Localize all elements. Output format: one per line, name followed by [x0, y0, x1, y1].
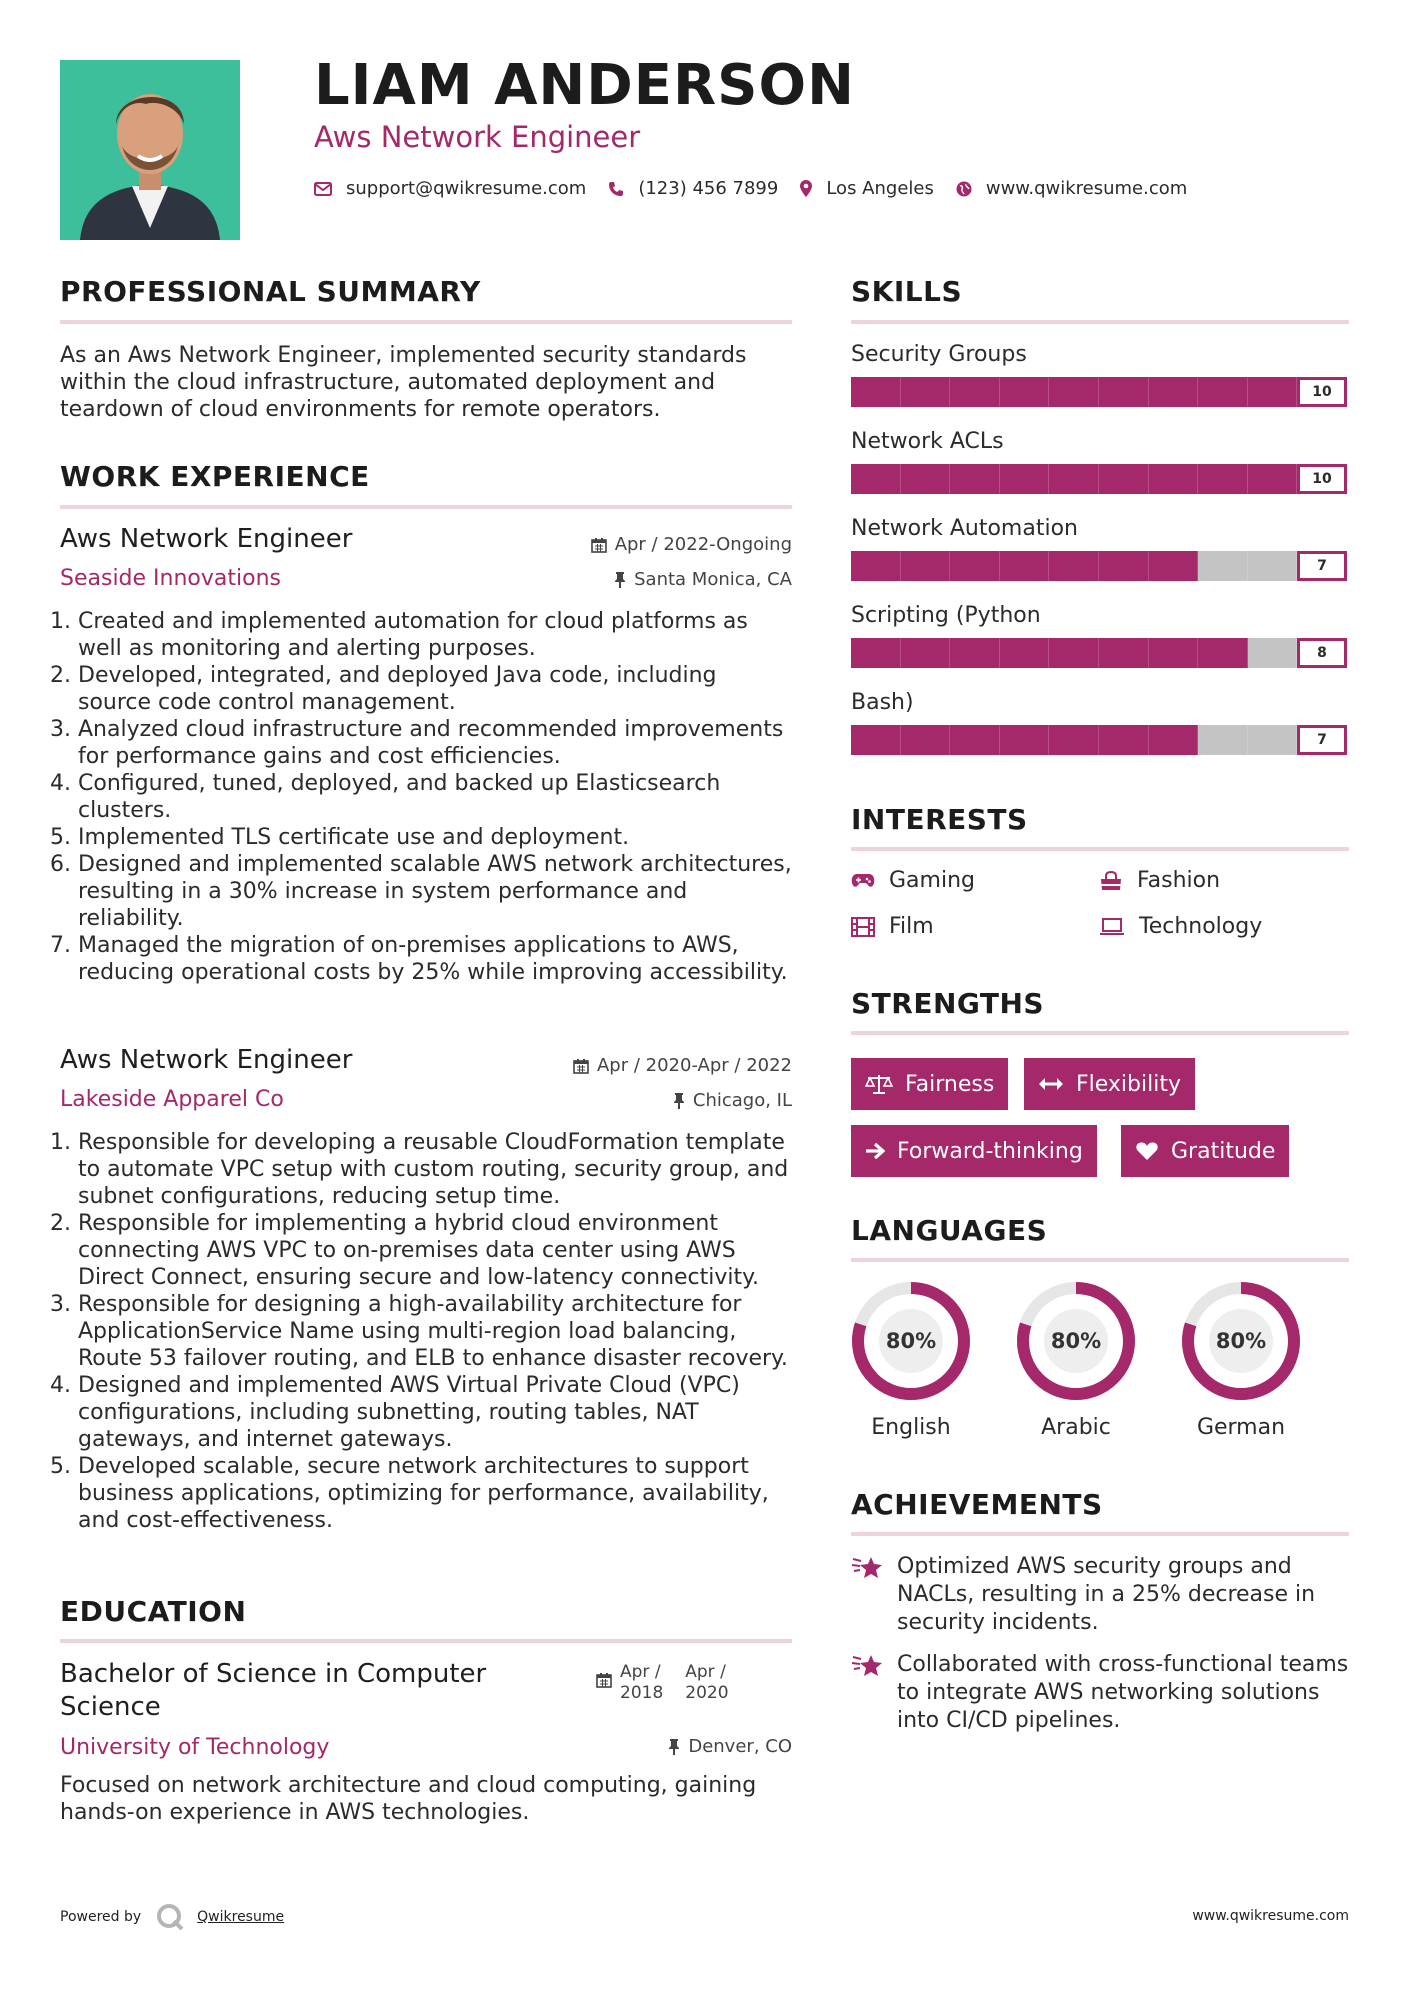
- skill-bar-segment: [950, 725, 1000, 755]
- education-dates: [596, 1662, 729, 1704]
- skill-bar-segment: [1248, 725, 1298, 755]
- duty-item: 7. Managed the migration of on-premises applications to AWS, reducing operational costs by 25% while improving accessibility.: [78, 932, 792, 986]
- duty-item: 4. Designed and implemented AWS Virtual Private Cloud (VPC) configurations, including subnetting, routing tables, NAT gateways, and internet gateways.: [78, 1372, 792, 1453]
- film-icon: [851, 917, 875, 937]
- skill-bar: [851, 464, 1347, 494]
- website-text: www.qwikresume.com: [985, 178, 1188, 199]
- skill-bar-segment: [1198, 377, 1248, 407]
- language-ring: [1179, 1279, 1303, 1403]
- skill-bar-segment: [1099, 725, 1149, 755]
- skill-level: 10: [1297, 464, 1347, 494]
- job-title: Aws Network Engineer: [60, 524, 353, 554]
- job-company: Seaside Innovations: [60, 566, 281, 591]
- candidate-title: Aws Network Engineer: [314, 120, 641, 154]
- contact-phone[interactable]: [608, 178, 778, 199]
- achievement-item: [851, 1651, 1349, 1735]
- job-dates-text: Apr / 2022-Ongoing: [614, 534, 792, 555]
- skill-bar-segment: [1198, 464, 1248, 494]
- profile-photo: [60, 60, 240, 240]
- strength-label: Forward-thinking: [897, 1138, 1083, 1164]
- language-percent: 80%: [1215, 1329, 1267, 1353]
- language-ring: [849, 1279, 973, 1403]
- job-location: [614, 569, 792, 590]
- skill-bar-segment: [1248, 551, 1298, 581]
- skill-item: [851, 342, 1349, 429]
- interest-label: Gaming: [889, 868, 975, 893]
- skill-bar-segment: [1198, 551, 1248, 581]
- skill-bar-segment: [901, 638, 951, 668]
- interests-divider: [851, 847, 1349, 851]
- experience-heading: WORK EXPERIENCE: [60, 460, 370, 493]
- skill-name: Security Groups: [851, 342, 1027, 367]
- achievements-list: [851, 1553, 1349, 1735]
- languages-divider: [851, 1258, 1349, 1262]
- duty-item: 2. Developed, integrated, and deployed Java code, including source code control management.: [78, 662, 792, 716]
- skill-bar-segment: [901, 464, 951, 494]
- language-name: Arabic: [1041, 1415, 1111, 1440]
- skills-heading: SKILLS: [851, 275, 963, 308]
- skill-item: [851, 603, 1349, 690]
- achievement-text: Collaborated with cross-functional teams to integrate AWS networking solutions into CI/CD pipelines.: [897, 1652, 1349, 1733]
- duty-item: 3. Responsible for designing a high-availability architecture for ApplicationService Name using multi-region load balancing, Route 53 failover routing, and ELB to enhance disaster recovery.: [78, 1291, 792, 1372]
- education-end-month: Apr /: [685, 1662, 726, 1682]
- shooting-star-icon: [851, 1555, 883, 1581]
- duty-item: 5. Developed scalable, secure network architectures to support business applications, optimizing for performance, availability, and cost-effectiveness.: [78, 1453, 792, 1534]
- qwikresume-logo-icon: [155, 1902, 185, 1932]
- job-location-text: Chicago, IL: [692, 1090, 792, 1111]
- skill-bar-segment: [1049, 638, 1099, 668]
- strength-label: Flexibility: [1076, 1071, 1181, 1097]
- skill-bar-segment: [851, 464, 901, 494]
- skill-bar-segment: [901, 377, 951, 407]
- job-duties: [60, 608, 792, 986]
- skill-bar-segment: [1049, 725, 1099, 755]
- map-pin-icon: [800, 180, 812, 197]
- achievements-divider: [851, 1532, 1349, 1536]
- duty-item: 6. Designed and implemented scalable AWS network architectures, resulting in a 30% increase in system performance and reliability.: [78, 851, 792, 932]
- laptop-icon: [1099, 918, 1125, 936]
- job-dates-text: Apr / 2020-Apr / 2022: [596, 1055, 792, 1076]
- language-item: [849, 1279, 973, 1440]
- skill-level: 7: [1297, 551, 1347, 581]
- education-school: University of Technology: [60, 1735, 330, 1760]
- languages-heading: LANGUAGES: [851, 1214, 1048, 1247]
- language-percent: 80%: [885, 1329, 937, 1353]
- interest-label: Fashion: [1137, 868, 1221, 893]
- education-start-year: 2018: [620, 1683, 664, 1703]
- education-location: [560, 1736, 792, 1757]
- duty-item: 1. Responsible for developing a reusable CloudFormation template to automate VPC setup with custom routing, security group, and subnet configurations, reducing setup time.: [78, 1129, 792, 1210]
- interest-label: Film: [889, 914, 934, 939]
- shooting-star-icon: [851, 1653, 883, 1679]
- skills-divider: [851, 320, 1349, 324]
- skill-bar-segment: [1000, 725, 1050, 755]
- skill-bar-segment: [950, 551, 1000, 581]
- education-start-month: Apr /: [620, 1662, 661, 1682]
- envelope-icon: [314, 182, 332, 196]
- interest-label: Technology: [1139, 914, 1263, 939]
- skill-bar-segment: [1000, 638, 1050, 668]
- education-degree: Bachelor of Science in Computer Science: [60, 1659, 487, 1722]
- summary-text: As an Aws Network Engineer, implemented security standards within the cloud infrastructure, automated deployment and teardown of cloud environments for remote operators.: [60, 343, 747, 422]
- skill-bar-segment: [1049, 377, 1099, 407]
- strength-chip: [851, 1058, 1008, 1110]
- calendar-icon: [573, 1058, 589, 1074]
- strength-chip: [851, 1125, 1097, 1177]
- calendar-icon: [596, 1672, 612, 1688]
- phone-icon: [608, 181, 624, 197]
- education-end-year: 2020: [685, 1683, 729, 1703]
- experience-divider: [60, 505, 792, 509]
- contact-bar: [314, 178, 1209, 199]
- candidate-name: LIAM ANDERSON: [314, 53, 855, 118]
- skill-bar-segment: [1099, 551, 1149, 581]
- duty-item: 3. Analyzed cloud infrastructure and recommended improvements for performance gains and cost efficiencies.: [78, 716, 792, 770]
- contact-email[interactable]: [314, 178, 586, 199]
- achievements-heading: ACHIEVEMENTS: [851, 1488, 1103, 1521]
- achievement-text: Optimized AWS security groups and NACLs, resulting in a 25% decrease in security incidents.: [897, 1554, 1316, 1635]
- skill-bar-segment: [1198, 638, 1248, 668]
- skill-name: Network ACLs: [851, 429, 1004, 454]
- skill-bar-segment: [851, 551, 901, 581]
- education-start: [620, 1662, 663, 1704]
- interest-technology: [1099, 914, 1262, 939]
- interest-gaming: [851, 868, 975, 893]
- education-end: [685, 1662, 728, 1704]
- contact-website[interactable]: [956, 178, 1187, 199]
- skill-name: Bash): [851, 690, 914, 715]
- arrows-horizontal-icon: [1038, 1076, 1064, 1092]
- skills-list: [851, 342, 1349, 777]
- skill-bar-segment: [1049, 464, 1099, 494]
- avatar: [60, 60, 240, 240]
- strength-chip: [1121, 1125, 1289, 1177]
- footer-website[interactable]: www.qwikresume.com: [1192, 1908, 1349, 1924]
- gamepad-icon: [851, 873, 875, 889]
- job-dates: [591, 534, 792, 555]
- phone-text: (123) 456 7899: [638, 178, 779, 199]
- job-title: Aws Network Engineer: [60, 1045, 353, 1075]
- pushpin-icon: [668, 1739, 680, 1755]
- skill-level: 10: [1297, 377, 1347, 407]
- language-ring: [1014, 1279, 1138, 1403]
- interest-fashion: [1099, 868, 1220, 893]
- duty-item: 2. Responsible for implementing a hybrid cloud environment connecting AWS VPC to on-premises data center using AWS Direct Connect, ensuring secure and low-latency connectivity.: [78, 1210, 792, 1291]
- skill-bar-segment: [901, 551, 951, 581]
- skill-bar: [851, 638, 1347, 668]
- duty-item: 5. Implemented TLS certificate use and deployment.: [78, 824, 792, 851]
- strength-label: Gratitude: [1171, 1138, 1276, 1164]
- education-divider: [60, 1639, 792, 1643]
- language-percent: 80%: [1050, 1329, 1102, 1353]
- language-name: German: [1196, 1415, 1286, 1440]
- strengths-heading: STRENGTHS: [851, 987, 1045, 1020]
- shopping-bag-icon: [1099, 871, 1123, 891]
- skill-item: [851, 429, 1349, 516]
- skill-bar-segment: [851, 377, 901, 407]
- skill-bar-segment: [1198, 725, 1248, 755]
- skill-bar-segment: [1099, 464, 1149, 494]
- skill-bar-segment: [1000, 464, 1050, 494]
- skill-bar-segment: [1149, 638, 1199, 668]
- skill-bar-segment: [1149, 551, 1199, 581]
- skill-bar-segment: [1149, 725, 1199, 755]
- skill-bar-segment: [1248, 377, 1298, 407]
- email-text: support@qwikresume.com: [346, 178, 587, 199]
- language-name: English: [871, 1415, 951, 1440]
- skill-level: 7: [1297, 725, 1347, 755]
- skill-bar-segment: [950, 377, 1000, 407]
- skill-bar: [851, 551, 1347, 581]
- arrow-right-icon: [865, 1142, 885, 1160]
- job-location: [673, 1090, 792, 1111]
- skill-bar-segment: [1000, 377, 1050, 407]
- summary-divider: [60, 320, 792, 324]
- skill-bar-segment: [1099, 638, 1149, 668]
- contact-location: [800, 178, 934, 199]
- skill-name: Network Automation: [851, 516, 1078, 541]
- job-entry: [60, 1045, 792, 1534]
- job-company: Lakeside Apparel Co: [60, 1087, 284, 1112]
- job-duties: [60, 1129, 792, 1534]
- education-location-text: Denver, CO: [688, 1736, 792, 1757]
- job-location-text: Santa Monica, CA: [634, 569, 792, 590]
- education-description: Focused on network architecture and cloud computing, gaining hands-on experience in AWS technologies.: [60, 1773, 757, 1825]
- skill-bar-segment: [1248, 464, 1298, 494]
- skill-bar-segment: [1248, 638, 1298, 668]
- skill-bar-segment: [950, 464, 1000, 494]
- skill-bar: [851, 725, 1347, 755]
- duty-item: 4. Configured, tuned, deployed, and backed up Elasticsearch clusters.: [78, 770, 792, 824]
- skill-bar: [851, 377, 1347, 407]
- skill-item: [851, 516, 1349, 603]
- language-item: [1014, 1279, 1138, 1440]
- interests-heading: INTERESTS: [851, 803, 1028, 836]
- achievement-item: [851, 1553, 1349, 1637]
- duty-item: 1. Created and implemented automation for cloud platforms as well as monitoring and alerting purposes.: [78, 608, 792, 662]
- strength-chip: [1024, 1058, 1195, 1110]
- brand-link[interactable]: Qwikresume: [197, 1909, 285, 1925]
- job-entry: [60, 524, 792, 986]
- skill-bar-segment: [1099, 377, 1149, 407]
- skill-bar-segment: [1149, 464, 1199, 494]
- skill-bar-segment: [950, 638, 1000, 668]
- globe-icon: [956, 181, 972, 197]
- language-item: [1179, 1279, 1303, 1440]
- calendar-icon: [591, 537, 607, 553]
- powered-by-label: Powered by: [60, 1909, 142, 1925]
- skill-bar-segment: [1149, 377, 1199, 407]
- skill-bar-segment: [851, 638, 901, 668]
- pushpin-icon: [673, 1093, 685, 1109]
- skill-item: [851, 690, 1349, 777]
- footer-powered-by: [60, 1902, 284, 1932]
- skill-name: Scripting (Python: [851, 603, 1041, 628]
- skill-bar-segment: [901, 725, 951, 755]
- education-heading: EDUCATION: [60, 1595, 247, 1628]
- strength-label: Fairness: [905, 1071, 995, 1097]
- summary-heading: PROFESSIONAL SUMMARY: [60, 275, 481, 308]
- strengths-divider: [851, 1031, 1349, 1035]
- interest-film: [851, 914, 934, 939]
- balance-scale-icon: [865, 1073, 893, 1095]
- heart-icon: [1135, 1141, 1159, 1161]
- skill-bar-segment: [851, 725, 901, 755]
- skill-bar-segment: [1049, 551, 1099, 581]
- pushpin-icon: [614, 572, 626, 588]
- skill-bar-segment: [1000, 551, 1050, 581]
- location-text: Los Angeles: [826, 178, 934, 199]
- skill-level: 8: [1297, 638, 1347, 668]
- job-dates: [573, 1055, 792, 1076]
